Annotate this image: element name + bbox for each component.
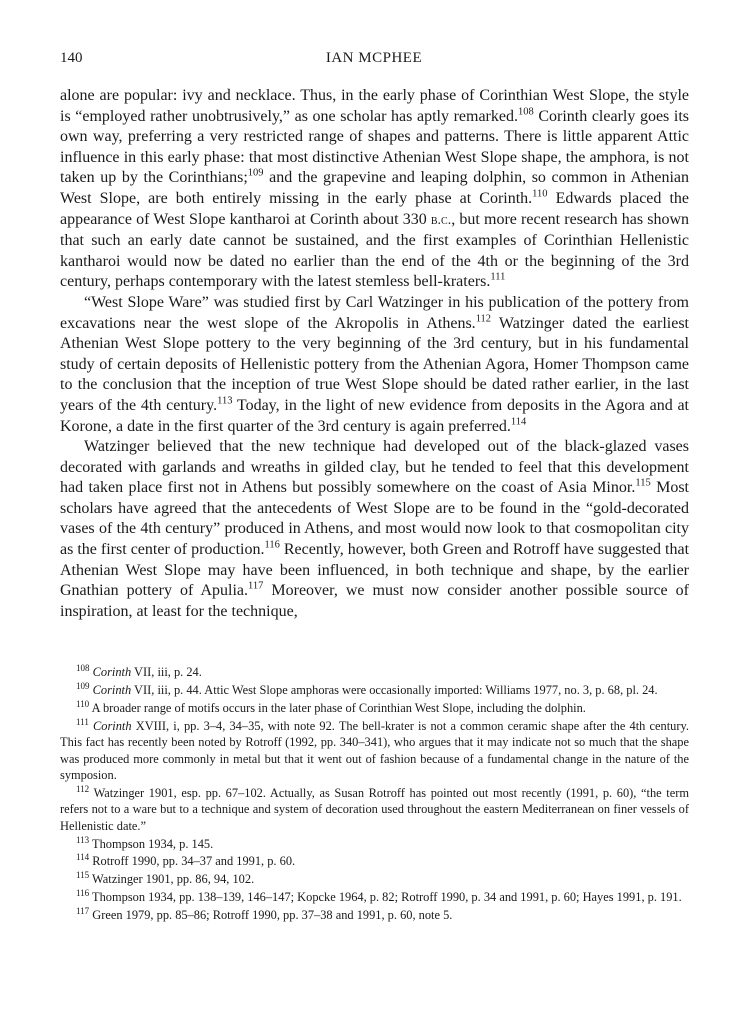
text-run: Today, in the light of new evidence from deposits in the Agora and at Korone, a date in the first quarter of the 3rd century is again preferred.: [60, 396, 690, 435]
footnote-text: Green 1979, pp. 85–86; Rotroff 1990, pp. 37–38 and 1991, p. 60, note 5.: [92, 908, 453, 923]
footnote-113: [60, 836, 689, 852]
footnote-text: Watzinger 1901, esp. pp. 67–102. Actually, as Susan Rotroff has pointed out most recently (1991, p. 60), “the term refers not to a ware but to a technique and system of decoration used throughout the eastern Mediterranean on finer vessels of Hellenistic date.”: [60, 785, 689, 833]
footnote-109: [60, 682, 689, 698]
footnote-number: 114: [76, 852, 90, 863]
footnote-text: Rotroff 1990, pp. 34–37 and 1991, p. 60.: [92, 854, 296, 869]
footnote-ref-113[interactable]: 113: [217, 395, 233, 407]
series-title: Corinth: [92, 682, 132, 697]
footnote-text: VII, iii, p. 24.: [131, 665, 202, 679]
body-text: [60, 86, 689, 622]
footnote-text: Watzinger 1901, pp. 86, 94, 102.: [92, 872, 255, 887]
footnote-108: [60, 664, 689, 680]
footnote-text: XVIII, i, pp. 3–4, 34–35, with note 92. The bell-krater is not a common ceramic shape after the 4th century. This fact has recently been noted by Rotroff (1992, pp. 340–341), who argues that it may indicate not so much that the shape was produced more commonly in metal but that it went out of fashion because of a fundamental change in the nature of the symposion.: [60, 718, 689, 782]
text-run: Watzinger dated the earliest Athenian West Slope pottery to the very beginning of the 3rd century, but in his fundamental study of certain deposits of Hellenistic pottery from the Athenian Agora, Homer Thompson came to the conclusion that the inception of true West Slope should be dated rather earlier, in the last years of the 4th century.: [60, 314, 689, 414]
footnote-text: Thompson 1934, pp. 138–139, 146–147; Kopcke 1964, p. 82; Rotroff 1990, p. 34 and 1991, p. 60; Hayes 1991, p. 191.: [92, 890, 682, 905]
footnote-ref-115[interactable]: 115: [635, 477, 651, 489]
footnote-114: [60, 853, 689, 869]
era-abbreviation: b.c.: [430, 212, 452, 228]
footnote-117: [60, 907, 689, 923]
footnote-112: [60, 785, 689, 834]
text-run: Most scholars have agreed that the antecedents of West Slope are to be found in the “gold-decorated vases of the 4th century” produced in Athens, and most would now look to that cosmopolitan city as the first center of production.: [60, 479, 689, 559]
footnote-116: [60, 889, 689, 905]
footnote-ref-110[interactable]: 110: [532, 188, 548, 200]
series-title: Corinth: [93, 718, 132, 733]
footnote-number: 109: [76, 680, 90, 691]
footnote-number: 108: [76, 662, 90, 673]
paragraph-2: [60, 293, 689, 437]
footnote-number: 117: [76, 906, 90, 917]
text-run: , but more recent research has shown that such an early date cannot be sustained, and the first examples of Corinthian Hellenistic kantharoi would now be dated no earlier than the end of the 4th or the beginning of the 3rd century, perhaps contemporary with the latest stemless bell-kraters.: [60, 210, 690, 291]
footnote-ref-111[interactable]: 111: [490, 272, 506, 284]
footnote-ref-108[interactable]: 108: [517, 106, 534, 118]
footnote-111: [60, 718, 689, 784]
footnote-ref-116[interactable]: 116: [264, 539, 280, 551]
paragraph-3: [60, 437, 689, 622]
text-run: and the grapevine and leaping dolphin, so common in Athenian West Slope, are both entirely missing in the early phase at Corinth.: [60, 169, 689, 207]
footnotes: [60, 664, 689, 925]
footnote-number: 116: [76, 888, 90, 899]
footnote-number: 115: [76, 870, 90, 881]
text-run: Moreover, we must now consider another possible source of inspiration, at least for the technique,: [60, 582, 690, 620]
text-run: “West Slope Ware” was studied first by Carl Watzinger in his publication of the pottery from excavations near the west slope of the Akropolis in Athens.: [60, 293, 689, 332]
text-run: alone are popular: ivy and necklace. Thus, in the early phase of Corinthian West Slope, the style is “employed rather unobtrusively,” as one scholar has aptly remarked.: [60, 87, 689, 125]
series-title: Corinth: [92, 665, 132, 679]
footnote-text: A broader range of motifs occurs in the later phase of Corinthian West Slope, including the dolphin.: [91, 700, 586, 715]
text-run: Watzinger believed that the new technique had developed out of the black-glazed vases decorated with garlands and wreaths in gilded clay, but he tended to feel that this development had taken place first not in Athens but possibly somewhere on the coast of Asia Minor.: [60, 438, 689, 497]
running-head: IAN MCPHEE: [325, 50, 423, 66]
footnote-ref-114[interactable]: 114: [510, 416, 527, 428]
footnote-110: [60, 700, 689, 716]
footnote-ref-109[interactable]: 109: [247, 168, 264, 180]
footnote-text: VII, iii, p. 44. Attic West Slope amphoras were occasionally imported: Williams 1977, no. 3, p. 68, pl. 24.: [131, 682, 658, 697]
footnote-number: 113: [76, 834, 90, 845]
text-run: Corinth clearly goes its own way, preferring a very restricted range of shapes and patterns. There is little apparent Attic influence in this early phase: that most distinctive Athenian West Slope shape, the amphora, is not taken up by the Corinthians;: [60, 107, 689, 187]
footnote-text: Thompson 1934, p. 145.: [92, 836, 214, 851]
page-number: 140: [60, 50, 83, 66]
footnote-ref-112[interactable]: 112: [475, 313, 492, 325]
text-run: Recently, however, both Green and Rotroff have suggested that Athenian West Slope may have been influenced, in both technique and shape, by the earlier Gnathian pottery of Apulia.: [60, 541, 690, 600]
page-header: [60, 50, 688, 74]
footnote-ref-117[interactable]: 117: [248, 580, 264, 592]
footnote-115: [60, 871, 689, 887]
text-run: Edwards placed the appearance of West Slope kantharoi at Corinth about 330: [60, 189, 690, 228]
paragraph-1: [60, 86, 689, 293]
footnote-number: 111: [76, 716, 89, 727]
footnote-number: 112: [76, 783, 90, 794]
footnote-number: 110: [76, 698, 90, 709]
